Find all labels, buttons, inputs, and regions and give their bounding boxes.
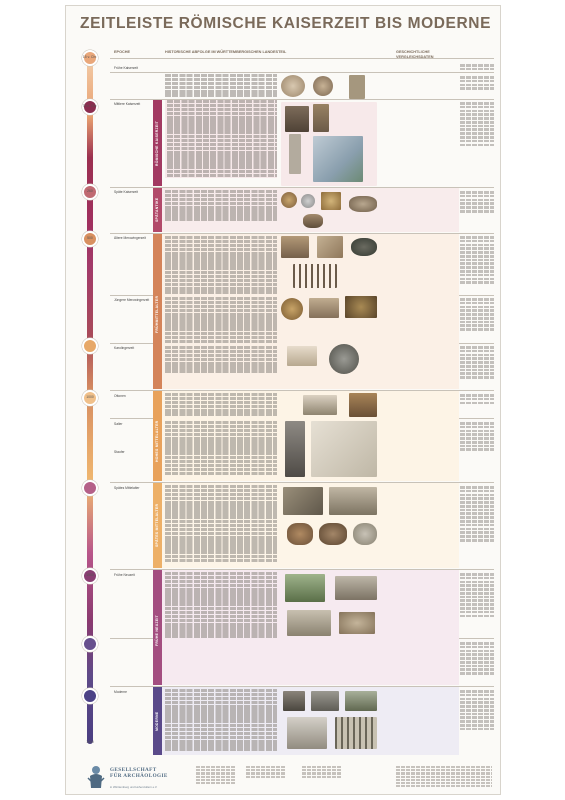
coin-image <box>301 194 315 208</box>
coin-image <box>313 76 333 96</box>
epoch-label: Frühe Neuzeit <box>114 573 135 577</box>
org-name: GESELLSCHAFT FÜR ARCHÄOLOGIE <box>110 767 168 779</box>
epoch-label: Karolingerzeit <box>114 346 135 350</box>
period-label: SPÄTES MITTELALTER <box>155 503 159 547</box>
tiles-image <box>339 612 375 634</box>
period-label: FRÜHE NEUZEIT <box>155 614 159 646</box>
page-title: ZEITLEISTE RÖMISCHE KAISERZEIT BIS MODERNE <box>80 15 492 32</box>
period-band-spaetmittelalter <box>153 483 459 568</box>
helmet-image <box>329 344 359 374</box>
cross-image <box>345 296 377 318</box>
finds-image <box>309 298 339 318</box>
period-label: SPÄTANTIKE <box>155 197 159 223</box>
ceramics-image <box>335 576 377 600</box>
period-band-fruehe-neuzeit <box>153 570 459 685</box>
epoch-label: Spätes Mittelalter <box>114 486 140 490</box>
museum-image <box>313 136 363 182</box>
timeline-dot <box>82 688 98 704</box>
finds-image <box>329 487 377 515</box>
timeline-year: 70 n. Chr. <box>82 104 98 108</box>
period-label: RÖMISCHE KAISERZEIT <box>155 120 159 166</box>
timeline-dot <box>82 636 98 652</box>
timeline-year: 1900 <box>86 740 94 744</box>
epoch-label: Staufer <box>114 450 125 454</box>
archive-image <box>287 717 327 749</box>
epoch-label: Frühe Kaiserzeit <box>114 66 139 70</box>
dig-image <box>287 610 331 636</box>
header-divider <box>110 58 494 59</box>
fibula-image <box>281 192 297 208</box>
grave-goods-image <box>281 236 309 258</box>
photo-image <box>345 691 377 711</box>
bowl-image <box>303 214 323 228</box>
footer <box>66 758 500 794</box>
excavation-image <box>283 487 323 515</box>
timeline-poster <box>66 6 500 794</box>
brooch-image <box>321 192 341 210</box>
epoch-label: Ottonen <box>114 394 126 398</box>
epoch-label: Ältere Merowingerzeit <box>114 236 146 240</box>
society-logo-icon <box>86 764 106 790</box>
period-label: MODERNE <box>155 711 159 731</box>
timeline-year: 1500 <box>86 573 94 577</box>
timeline-year: 15 v. Chr. <box>82 55 98 59</box>
period-band-kaiserzeit <box>153 74 459 186</box>
weapons-image <box>293 264 337 288</box>
period-band-moderne <box>153 687 459 755</box>
photo-image <box>311 691 339 711</box>
header-abfolge: HISTORISCHE ABFOLGE IM WÜRTTEMBERGISCHEN LANDESTEIL <box>165 50 287 54</box>
period-label: HOHES MITTELALTER <box>155 420 159 462</box>
landscape-image <box>285 574 325 602</box>
castle-tower-image <box>285 421 305 477</box>
timeline-dot <box>82 338 98 354</box>
timeline-dot <box>82 480 98 496</box>
epoch-label: Moderne <box>114 690 128 694</box>
trench-image <box>283 691 305 711</box>
period-band-fruehmittelalter <box>153 234 459 389</box>
epoch-label: Mittlere Kaiserzeit <box>114 102 141 106</box>
period-band-spaetantike <box>153 188 459 232</box>
org-subtitle: in Württemberg und Hohenzollern e.V. <box>110 785 158 789</box>
header-epoche: EPOCHE <box>114 50 131 54</box>
manuscript-image <box>287 346 317 366</box>
timeline-year: 1000 <box>86 395 94 399</box>
tower-image <box>349 393 377 417</box>
period-band-hochmittelalter <box>153 391 459 481</box>
epoch-label: Salier <box>114 422 123 426</box>
vessel-image <box>349 196 377 212</box>
brooch-image <box>281 298 303 320</box>
vessel-image <box>353 523 377 545</box>
period-label: FRÜHMITTELALTER <box>155 295 159 333</box>
pottery-image <box>319 523 347 545</box>
epoch-label: Späte Kaiserzeit <box>114 190 139 194</box>
relief-image <box>285 106 309 132</box>
helmet-image <box>351 238 377 256</box>
pottery-image <box>287 523 313 545</box>
forest-image <box>335 717 377 749</box>
header-vergleich: GESCHICHTLICHE VERGLEICHSDATEN <box>396 50 434 59</box>
timeline-year: 260 <box>87 189 93 193</box>
excavation-image <box>311 421 377 477</box>
epoch-label: Jüngere Merowingerzeit <box>114 298 150 302</box>
burial-image <box>317 236 343 258</box>
relief-image <box>313 104 329 132</box>
statue-image <box>349 75 365 99</box>
ruins-image <box>303 395 337 415</box>
timeline-year: 500 <box>87 236 93 240</box>
column-image <box>289 134 301 174</box>
coin-image <box>281 75 305 97</box>
